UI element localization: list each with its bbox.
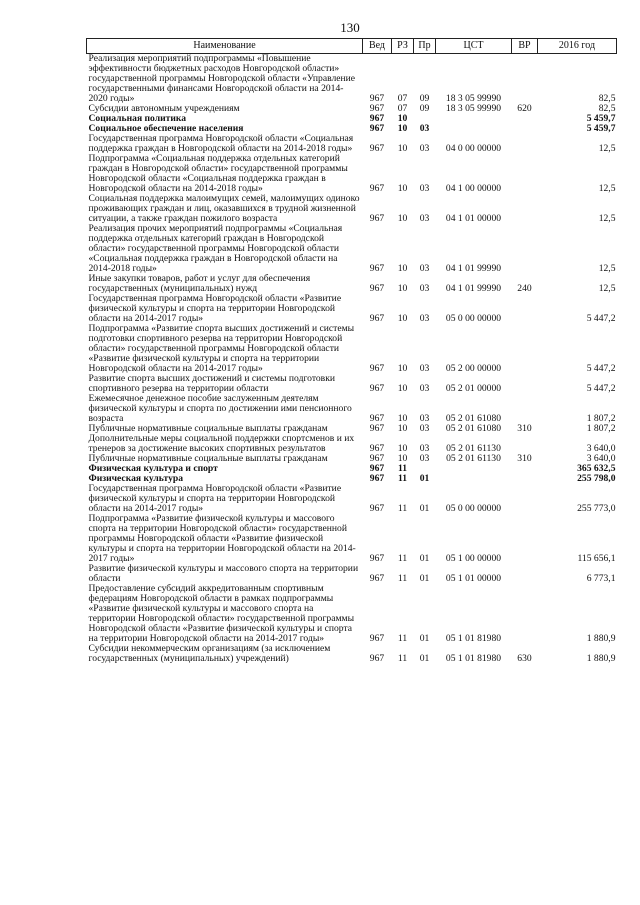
- cell-vr: 630: [517, 653, 532, 664]
- cell-name: Иные закупки товаров, работ и услуг для обеспечения государственных (муниципальных) нужд: [88, 273, 311, 294]
- cell-name: Физическая культура: [88, 473, 184, 484]
- cell-cst: 18 3 05 99990: [445, 103, 502, 114]
- cell-amount: 12,5: [598, 283, 616, 294]
- cell-rz: 10: [397, 183, 408, 194]
- cell-name: Подпрограмма «Социальная поддержка отдельных категорий граждан в Новгородской области» государственной программы Новгородской области «Социальная поддержка граждан в Новгородской области на 2014-2018 годы»: [88, 153, 348, 194]
- cell-pr: 01: [419, 553, 430, 564]
- cell-ved: 967: [369, 553, 385, 564]
- cell-pr: 03: [419, 413, 430, 424]
- cell-amount: 365 632,5: [577, 463, 616, 474]
- cell-cst: 05 2 01 61130: [446, 453, 501, 464]
- table-row: [87, 644, 617, 664]
- cell-amount: 1 807,2: [586, 423, 616, 434]
- cell-vr: [512, 474, 538, 484]
- cell-name: Публичные нормативные социальные выплаты гражданам: [88, 453, 328, 464]
- cell-rz: 11: [397, 633, 408, 644]
- cell-vr: 240: [517, 283, 532, 294]
- cell-amount: 82,5: [598, 103, 616, 114]
- cell-name: Публичные нормативные социальные выплаты гражданам: [88, 423, 328, 434]
- cell-amount: 6 773,1: [586, 573, 616, 584]
- cell-rz: 10: [397, 383, 408, 394]
- cell-name: Социальная политика: [88, 113, 187, 124]
- table-row: [87, 294, 617, 324]
- cell-name: Субсидии некоммерческим организациям (за исключением государственных (муниципальных) учреждений): [88, 643, 331, 664]
- header-rz: РЗ: [392, 39, 414, 54]
- cell-rz: 07: [397, 93, 408, 104]
- cell-name: Государственная программа Новгородской области «Развитие физической культуры и спорта на территории Новгородской области на 2014-2017 годы»: [88, 293, 342, 324]
- cell-cst: [436, 114, 512, 124]
- cell-amount: 255 773,0: [577, 503, 616, 514]
- header-pr: Пр: [414, 39, 436, 54]
- cell-ved: 967: [369, 93, 385, 104]
- cell-vr: [512, 294, 538, 324]
- cell-pr: 03: [419, 143, 430, 154]
- cell-vr: [512, 484, 538, 514]
- cell-rz: 10: [397, 443, 408, 454]
- cell-ved: 967: [369, 183, 385, 194]
- cell-pr: 03: [419, 213, 430, 224]
- cell-ved: 967: [369, 383, 385, 394]
- cell-ved: 967: [369, 633, 385, 644]
- cell-rz: 11: [397, 503, 408, 514]
- cell-amount: 12,5: [598, 213, 616, 224]
- cell-name: Развитие физической культуры и массового спорта на территории области: [88, 563, 359, 584]
- cell-amount: 3 640,0: [586, 443, 616, 454]
- cell-cst: 05 1 01 00000: [445, 573, 502, 584]
- cell-rz: 10: [397, 423, 408, 434]
- cell-pr: 01: [419, 633, 430, 644]
- cell-pr: 03: [419, 443, 430, 454]
- cell-name: Субсидии автономным учреждениям: [88, 103, 240, 114]
- cell-vr: [512, 514, 538, 564]
- cell-amount: 5 459,7: [586, 113, 616, 124]
- cell-amount: 1 807,2: [586, 413, 616, 424]
- cell-vr: [512, 564, 538, 584]
- cell-rz: 11: [397, 573, 408, 584]
- cell-cst: [436, 464, 512, 474]
- cell-cst: 04 0 00 00000: [445, 143, 502, 154]
- cell-vr: [512, 324, 538, 374]
- cell-pr: 03: [419, 123, 430, 134]
- cell-pr: 01: [419, 653, 430, 664]
- cell-vr: [512, 124, 538, 134]
- cell-vr: 310: [517, 423, 532, 434]
- cell-ved: 967: [369, 283, 385, 294]
- cell-ved: 967: [369, 453, 385, 464]
- cell-cst: 05 2 01 61130: [446, 443, 501, 454]
- cell-pr: 01: [419, 473, 430, 484]
- cell-cst: 05 2 00 00000: [445, 363, 502, 374]
- cell-name: Дополнительные меры социальной поддержки спортсменов и их тренеров за достижение высоких спортивных результатов: [88, 433, 355, 454]
- cell-cst: 04 1 01 00000: [445, 213, 502, 224]
- cell-name: Подпрограмма «Развитие спорта высших достижений и системы подготовки спортивного резерва на территории Новгородской области» государственной программы Новгородской области «Развитие физической культуры и спорта на территории Новгородской области на 2014-2017 годы»: [88, 323, 355, 374]
- cell-rz: 10: [397, 213, 408, 224]
- cell-cst: 05 1 01 81980: [445, 633, 502, 644]
- cell-name: Развитие спорта высших достижений и системы подготовки спортивного резерва на территории области: [88, 373, 336, 394]
- cell-rz: 11: [397, 473, 408, 484]
- cell-cst: [436, 474, 512, 484]
- cell-amount: 5 447,2: [586, 313, 616, 324]
- cell-rz: 10: [397, 413, 408, 424]
- cell-amount: 3 640,0: [586, 453, 616, 464]
- cell-amount: 5 447,2: [586, 363, 616, 374]
- cell-pr: 09: [419, 93, 430, 104]
- cell-ved: 967: [369, 143, 385, 154]
- cell-amount: 12,5: [598, 183, 616, 194]
- cell-name: Социальная поддержка малоимущих семей, малоимущих одиноко проживающих граждан и лиц, оказавшихся в трудной жизненной ситуации, а также граждан пожилого возраста: [88, 193, 360, 224]
- cell-cst: 05 0 00 00000: [445, 503, 502, 514]
- table-header-row: [87, 39, 617, 54]
- cell-vr: [512, 584, 538, 644]
- cell-vr: [512, 134, 538, 154]
- cell-amount: 5 447,2: [586, 383, 616, 394]
- table-row: [87, 374, 617, 394]
- cell-ved: 967: [369, 363, 385, 374]
- cell-cst: 05 1 01 81980: [445, 653, 502, 664]
- cell-vr: [512, 114, 538, 124]
- table-row: [87, 514, 617, 564]
- cell-cst: 04 1 01 99990: [445, 283, 502, 294]
- cell-name: Государственная программа Новгородской области «Развитие физической культуры и спорта на территории Новгородской области на 2014-2017 годы»: [88, 483, 342, 514]
- cell-rz: 11: [397, 553, 408, 564]
- cell-amount: 1 880,9: [586, 633, 616, 644]
- table-row: [87, 434, 617, 454]
- cell-ved: 967: [369, 123, 385, 134]
- cell-name: Физическая культура и спорт: [88, 463, 218, 474]
- cell-rz: 10: [397, 113, 408, 124]
- cell-rz: 10: [397, 283, 408, 294]
- table-row: [87, 484, 617, 514]
- cell-rz: 10: [397, 453, 408, 464]
- table-row: [87, 194, 617, 224]
- cell-pr: 03: [419, 453, 430, 464]
- cell-rz: 10: [397, 143, 408, 154]
- table-row: [87, 154, 617, 194]
- cell-name: Предоставление субсидий аккредитованным спортивным федерациям Новгородской области в рамках подпрограммы «Развитие физической культуры и массового спорта на территории Новгородской области» государственной программы Новгородской области «Развитие физической культуры и спорта на территории Новгородской области на 2014-2017 годы»: [88, 583, 355, 644]
- table-row: [87, 274, 617, 294]
- cell-ved: 967: [369, 313, 385, 324]
- cell-name: Реализация прочих мероприятий подпрограммы «Социальная поддержка отдельных категорий граждан в Новгородской области» государственной программы Новгородской области «Социальная поддержка граждан в Новгородской области на 2014-2018 годы»: [88, 223, 343, 274]
- cell-name: Социальное обеспечение населения: [88, 123, 244, 134]
- cell-pr: 03: [419, 183, 430, 194]
- table-row: [87, 394, 617, 424]
- cell-pr: 03: [419, 363, 430, 374]
- cell-ved: 967: [369, 503, 385, 514]
- cell-ved: 967: [369, 423, 385, 434]
- cell-ved: 967: [369, 573, 385, 584]
- cell-ved: 967: [369, 653, 385, 664]
- cell-cst: [436, 124, 512, 134]
- cell-amount: 1 880,9: [586, 653, 616, 664]
- cell-vr: [512, 374, 538, 394]
- page-number: 130: [340, 20, 360, 35]
- cell-vr: [512, 54, 538, 105]
- table-row: [87, 324, 617, 374]
- cell-ved: 967: [369, 213, 385, 224]
- cell-amount: 255 798,0: [577, 473, 616, 484]
- cell-pr: 09: [419, 103, 430, 114]
- cell-amount: 82,5: [598, 93, 616, 104]
- cell-rz: 10: [397, 263, 408, 274]
- header-vr: ВР: [512, 39, 538, 54]
- header-ved: Вед: [363, 39, 392, 54]
- cell-amount: 115 656,1: [577, 553, 616, 564]
- cell-vr: [512, 394, 538, 424]
- table-row: [87, 224, 617, 274]
- cell-name: Подпрограмма «Развитие физической культуры и массового спорта на территории Новгородской области» государственной программы Новгородской области «Развитие физической культуры и спорта на территории Новгородской области на 2014-2017 годы»: [88, 513, 356, 564]
- cell-amount: 12,5: [598, 143, 616, 154]
- cell-rz: 07: [397, 103, 408, 114]
- cell-pr: 03: [419, 313, 430, 324]
- cell-pr: 03: [419, 263, 430, 274]
- cell-ved: 967: [369, 443, 385, 454]
- cell-ved: 967: [369, 463, 385, 474]
- cell-ved: 967: [369, 413, 385, 424]
- cell-cst: 05 2 01 61080: [445, 423, 502, 434]
- table-row: [87, 564, 617, 584]
- cell-rz: 10: [397, 123, 408, 134]
- cell-cst: 05 0 00 00000: [445, 313, 502, 324]
- cell-amount: 5 459,7: [586, 123, 616, 134]
- table-row: [87, 584, 617, 644]
- cell-pr: 03: [419, 383, 430, 394]
- cell-name: Реализация мероприятий подпрограммы «Повышение эффективности бюджетных расходов Новгородской области» государственной программы Новгородской области «Управление государственными финансами Новгородской области на 2014-2020 годы»: [88, 53, 356, 104]
- cell-name: Ежемесячное денежное пособие заслуженным деятелям физической культуры и спорта по достижении ими пенсионного возраста: [88, 393, 352, 424]
- cell-rz: 11: [397, 463, 408, 474]
- cell-cst: 18 3 05 99990: [445, 93, 502, 104]
- cell-amount: 12,5: [598, 263, 616, 274]
- header-cst: ЦСТ: [436, 39, 512, 54]
- header-year: 2016 год: [538, 39, 617, 54]
- cell-vr: [512, 434, 538, 454]
- cell-rz: 10: [397, 313, 408, 324]
- cell-pr: 03: [419, 423, 430, 434]
- cell-ved: 967: [369, 263, 385, 274]
- cell-vr: [512, 154, 538, 194]
- cell-pr: 01: [419, 503, 430, 514]
- cell-vr: [512, 224, 538, 274]
- cell-ved: 967: [369, 473, 385, 484]
- cell-cst: 05 2 01 61080: [445, 413, 502, 424]
- cell-cst: 04 1 01 99990: [445, 263, 502, 274]
- cell-vr: 310: [517, 453, 532, 464]
- table-row: [87, 54, 617, 105]
- cell-vr: [512, 194, 538, 224]
- cell-name: Государственная программа Новгородской области «Социальная поддержка граждан в Новгородской области на 2014-2018 годы»: [88, 133, 354, 154]
- cell-pr: 03: [419, 283, 430, 294]
- cell-rz: 10: [397, 363, 408, 374]
- cell-cst: 05 1 00 00000: [445, 553, 502, 564]
- budget-table: [86, 38, 617, 664]
- header-name: Наименование: [87, 39, 363, 54]
- table-body: [87, 54, 617, 665]
- table-row: [87, 134, 617, 154]
- cell-vr: [512, 464, 538, 474]
- cell-ved: 967: [369, 113, 385, 124]
- cell-cst: 04 1 00 00000: [445, 183, 502, 194]
- cell-vr: 620: [517, 103, 532, 114]
- cell-ved: 967: [369, 103, 385, 114]
- cell-rz: 11: [397, 653, 408, 664]
- cell-pr: 01: [419, 573, 430, 584]
- cell-cst: 05 2 01 00000: [445, 383, 502, 394]
